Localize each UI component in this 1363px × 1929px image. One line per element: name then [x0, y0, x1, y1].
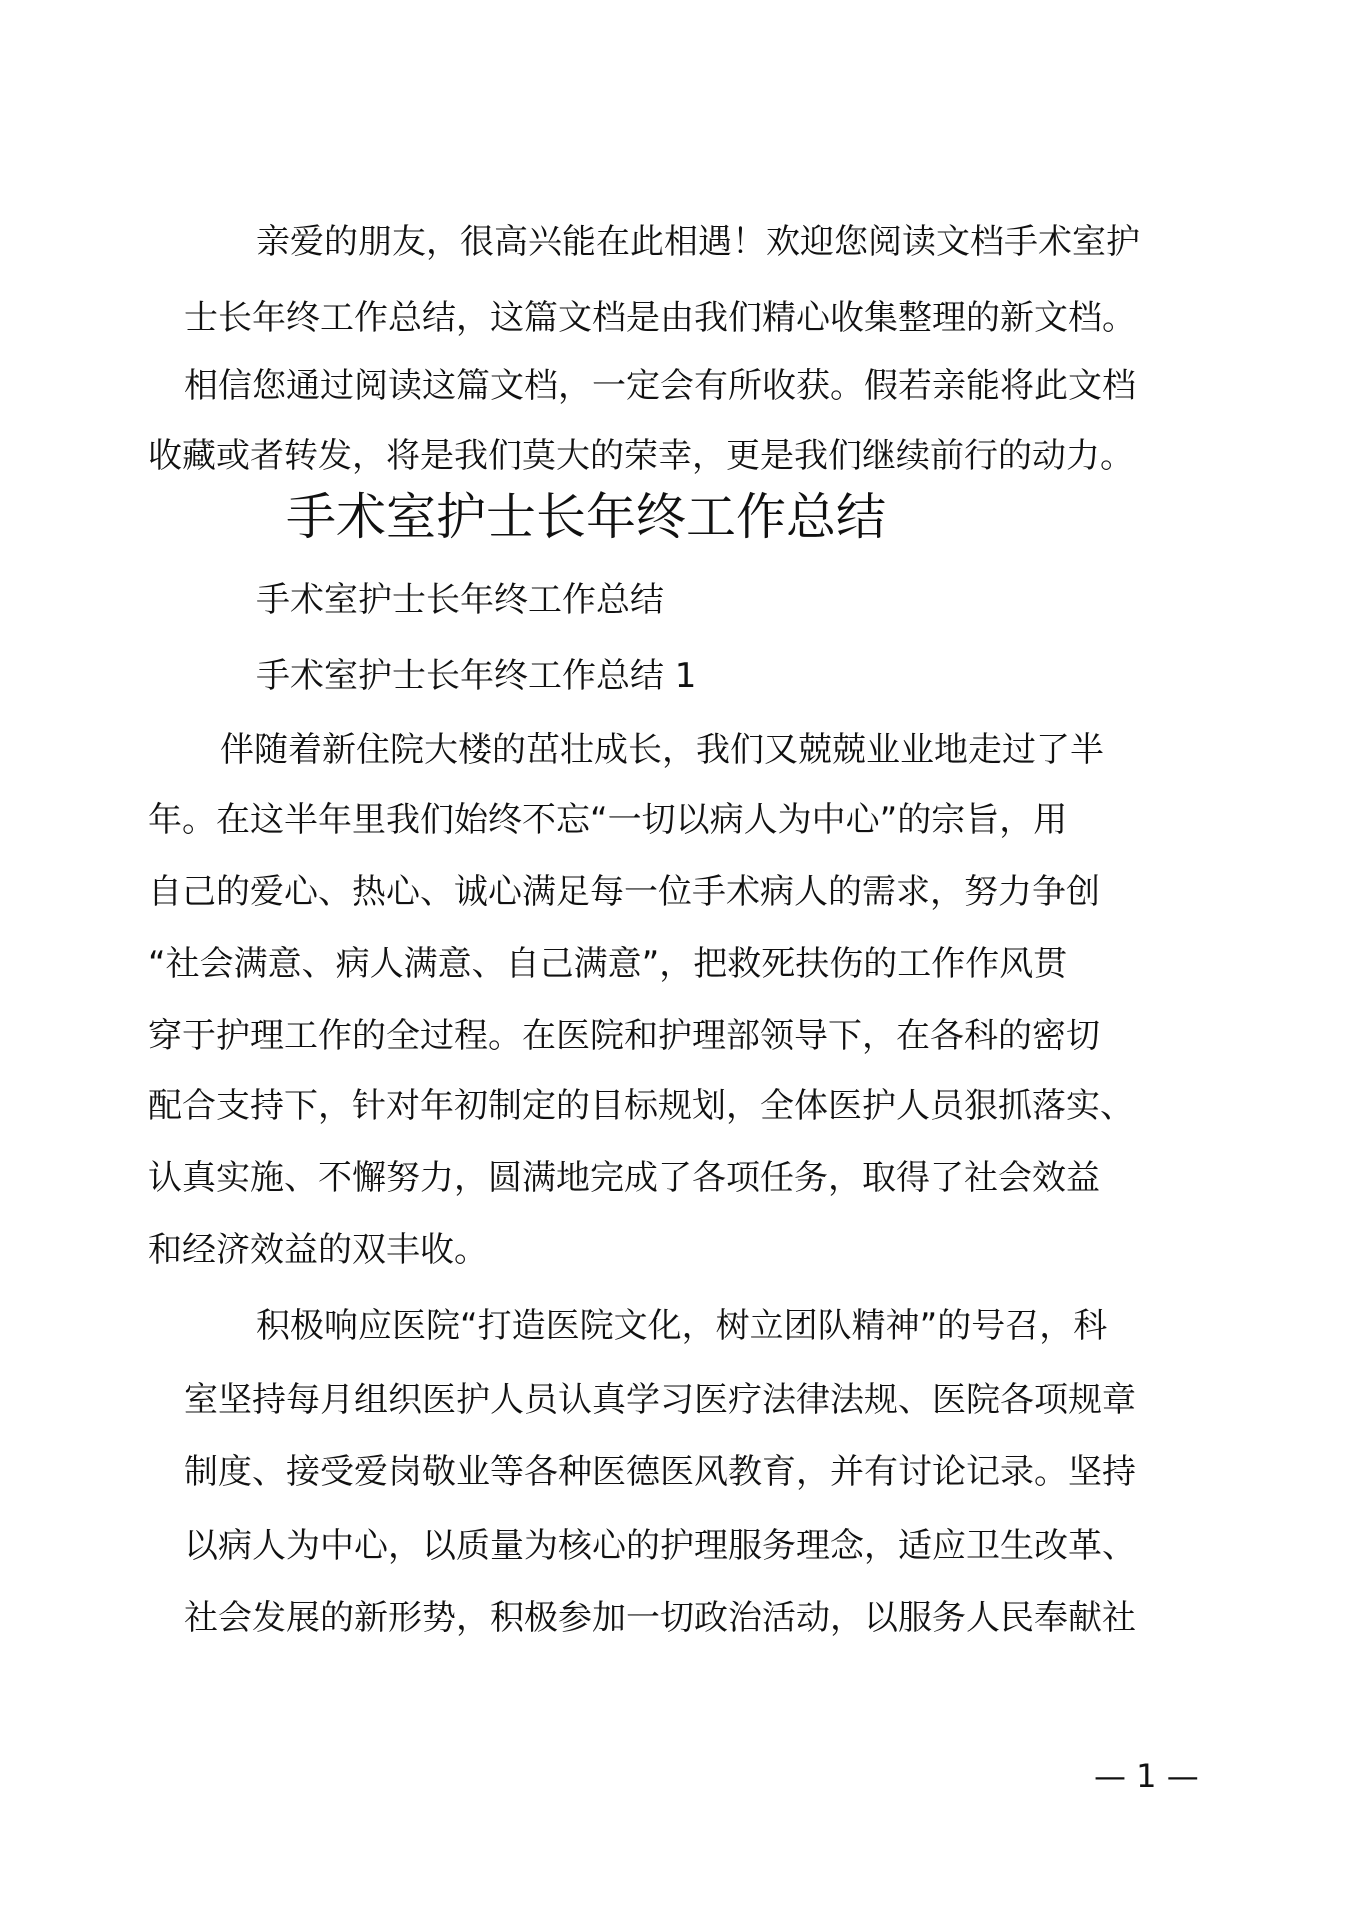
intro-line-2: 士长年终工作总结，这篇文档是由我们精心收集整理的新文档。: [184, 298, 1136, 338]
document-title: 手术室护士长年终工作总结: [286, 488, 886, 546]
paragraph1-line-3: 自己的爱心、热心、诚心满足每一位手术病人的需求，努力争创: [148, 872, 1100, 912]
paragraph2-line-3: 制度、接受爱岗敬业等各种医德医风教育，并有讨论记录。坚持: [184, 1452, 1136, 1492]
paragraph1-line-4: “社会满意、病人满意、自己满意”，把救死扶伤的工作作风贯: [148, 944, 1068, 984]
paragraph1-line-8: 和经济效益的双丰收。: [148, 1230, 488, 1270]
intro-line-4: 收藏或者转发，将是我们莫大的荣幸，更是我们继续前行的动力。: [148, 436, 1134, 476]
intro-line-3: 相信您通过阅读这篇文档，一定会有所收获。假若亲能将此文档: [184, 366, 1136, 406]
paragraph2-line-4: 以病人为中心，以质量为核心的护理服务理念，适应卫生改革、: [184, 1526, 1136, 1566]
page-number: — 1 —: [1094, 1757, 1199, 1795]
paragraph1-line-7: 认真实施、不懈努力，圆满地完成了各项任务，取得了社会效益: [148, 1158, 1100, 1198]
paragraph2-line-1: 积极响应医院“打造医院文化，树立团队精神”的号召，科: [256, 1306, 1108, 1346]
paragraph1-line-1: 伴随着新住院大楼的茁壮成长，我们又兢兢业业地走过了半: [220, 730, 1104, 770]
paragraph2-line-5: 社会发展的新形势，积极参加一切政治活动，以服务人民奉献社: [184, 1598, 1136, 1638]
paragraph1-line-5: 穿于护理工作的全过程。在医院和护理部领导下，在各科的密切: [148, 1016, 1100, 1056]
subtitle: 手术室护士长年终工作总结: [256, 580, 664, 620]
section-heading: 手术室护士长年终工作总结 1: [256, 656, 697, 696]
paragraph2-line-2: 室坚持每月组织医护人员认真学习医疗法律法规、医院各项规章: [184, 1380, 1136, 1420]
intro-line-1: 亲爱的朋友，很高兴能在此相遇！欢迎您阅读文档手术室护: [256, 222, 1140, 262]
paragraph1-line-2: 年。在这半年里我们始终不忘“一切以病人为中心”的宗旨，用: [148, 800, 1068, 840]
paragraph1-line-6: 配合支持下，针对年初制定的目标规划，全体医护人员狠抓落实、: [148, 1086, 1134, 1126]
